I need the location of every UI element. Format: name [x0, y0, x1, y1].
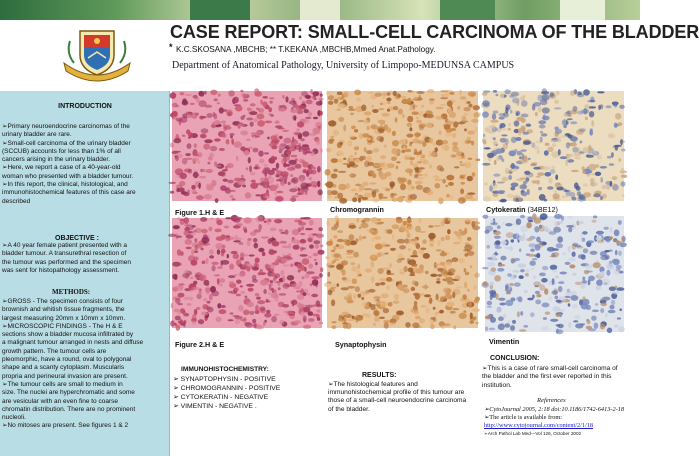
text-line: the tumour was performed and the specimen — [2, 258, 131, 266]
micrograph-image — [483, 91, 624, 201]
banner-segment — [190, 0, 250, 20]
micrograph-cytokeratin — [483, 91, 624, 201]
reference-item: ➢CytoJournal 2005, 2:18 doi:10.1186/1742-6413-2-18 — [484, 406, 625, 413]
text-line: immunohistochemical features of this case are — [2, 189, 136, 197]
banner-segment — [560, 0, 605, 20]
text-line: growth pattern. The tumour cells are — [2, 347, 107, 355]
micrograph-he-1 — [172, 91, 322, 201]
ihc-item: ➢ CHROMOGRANNIN - POSITIVE — [173, 385, 281, 392]
text-line: ➢The histological features and — [328, 381, 418, 388]
micrograph-he-2 — [172, 218, 322, 328]
text-line: largest measuring 20mm x 10mm x 10mm. — [2, 314, 126, 322]
micrograph-chromogranin — [327, 91, 478, 201]
figure-caption: Synaptophysin — [335, 340, 387, 349]
introduction-heading: INTRODUCTION — [58, 103, 112, 110]
introduction-text — [2, 123, 136, 206]
methods-text — [2, 298, 143, 431]
reference-item: ➢Arch Pathol Lab Med—Vol 126, October 2002 — [484, 431, 582, 436]
reference-item: ➢The article is available from: — [484, 414, 563, 421]
text-line: ➢Small-cell carcinoma of the urinary bladder — [2, 139, 131, 147]
caption-suffix: (34BE12) — [525, 205, 558, 214]
text-line: a malignant tumour arranged in nests and diffuse — [2, 339, 144, 347]
micrograph-image — [172, 218, 322, 328]
results-text — [328, 381, 466, 414]
figure-caption: Figure 1.H & E — [175, 208, 225, 217]
poster-title: CASE REPORT: SMALL-CELL CARCINOMA OF THE BLADDER — [170, 22, 699, 42]
micrograph-image — [327, 91, 478, 201]
ihc-item: ➢ VIMENTIN - NEGATIVE . — [173, 403, 257, 410]
text-line: bladder tumour. A transurethral resection of — [2, 250, 127, 258]
text-line: of the bladder. — [328, 405, 370, 413]
text-line: size. The nuclei are hyperchromatic and some — [2, 389, 135, 397]
text-line: shape and a scanty cytoplasm. Muscularis — [2, 364, 125, 372]
micrograph-image — [327, 218, 478, 328]
text-line: propria and perineural invasion are present. — [2, 372, 128, 380]
text-line: pleomorphic, have a round, oval to polygonal — [2, 356, 132, 364]
figure-caption — [486, 205, 558, 214]
text-line: (SCCUB) accounts for less than 1% of all — [2, 147, 121, 155]
text-line: ➢A 40 year female patient presented with a — [2, 242, 128, 249]
text-line: ➢Here, we report a case of a 40-year-old — [2, 164, 121, 172]
text-line: ➢The tumour cells are small to medium in — [2, 380, 123, 388]
text-line: institution. — [482, 381, 512, 389]
text-line: woman who presented with a bladder tumour. — [2, 172, 134, 180]
conclusion-title: CONCLUSION: — [490, 355, 540, 362]
text-line: ➢MICROSCOPIC FINDINGS - The H & E — [2, 322, 123, 330]
text-line: those of a small-cell neuroendocrine carcinoma — [328, 397, 467, 405]
figure-caption: Figure 2.H & E — [175, 340, 225, 349]
banner-segment — [300, 0, 340, 20]
micrograph-vimentin — [485, 216, 624, 332]
references-title: References — [537, 397, 566, 404]
author-marker: * — [169, 42, 173, 52]
objective-heading: OBJECTIVE : — [55, 235, 99, 242]
text-line: brownish and whitish tissue fragments, the — [2, 306, 125, 314]
caption-main: Cytokeratin — [486, 205, 526, 214]
department: Department of Anatomical Pathology, University of Limpopo-MEDUNSA CAMPUS — [172, 60, 515, 71]
text-line: ➢Primary neuroendocrine carcinomas of the — [2, 123, 130, 130]
micrograph-image — [172, 91, 322, 201]
micrograph-synaptophysin — [327, 218, 478, 328]
ihc-item: ➢ SYNAPTOPHYSIN - POSITIVE — [173, 376, 276, 383]
ihc-title: IMMUNOHISTOCHEMISTRY: — [181, 366, 269, 373]
decorative-banner — [0, 0, 640, 20]
results-title: RESULTS: — [362, 372, 397, 379]
text-line: was sent for histopathology assessment. — [2, 266, 120, 274]
micrograph-image — [485, 216, 624, 332]
figure-caption: Vimentin — [489, 337, 520, 346]
methods-heading: METHODS: — [52, 288, 91, 296]
university-crest-icon — [62, 25, 132, 83]
figure-caption: Chromogrannin — [330, 205, 384, 214]
banner-segment — [440, 0, 495, 20]
text-line: chromatin distribution. There are no prominent — [2, 405, 136, 413]
text-line: described — [2, 197, 31, 205]
text-line: ➢GROSS - The specimen consists of four — [2, 298, 123, 305]
text-line: ➢In this report, the clinical, histological, and — [2, 181, 128, 189]
objective-text — [2, 242, 131, 275]
conclusion-text — [482, 365, 618, 390]
left-text-panel — [0, 91, 170, 456]
text-line: sections show a bladder mucosa infiltrated by — [2, 331, 134, 339]
ihc-item: ➢ CYTOKERATIN - NEGATIVE — [173, 394, 269, 401]
text-line: ➢No mitoses are present. See figures 1 & 2 — [2, 422, 129, 430]
text-line: cancers arising in the urinary bladder. — [2, 156, 111, 164]
text-line: ➢This is a case of rare small-cell carcinoma of — [482, 365, 618, 372]
university-logo — [62, 25, 132, 83]
text-line: nucleoli. — [2, 414, 26, 422]
text-line: are vesicular with an even fine to coarse — [2, 397, 118, 405]
text-line: urinary bladder are rare. — [2, 131, 72, 139]
authors: K.C.SKOSANA ,MBCHB; ** T.KEKANA ,MBCHB,Mmed Anat.Pathology. — [176, 45, 436, 54]
reference-link[interactable]: http://www.cytojournal.com/content/2/1/18 — [484, 422, 594, 429]
text-line: the bladder and the first ever reported in this — [482, 373, 612, 381]
text-line: immunohistochemical profile of this tumour are — [328, 389, 465, 397]
